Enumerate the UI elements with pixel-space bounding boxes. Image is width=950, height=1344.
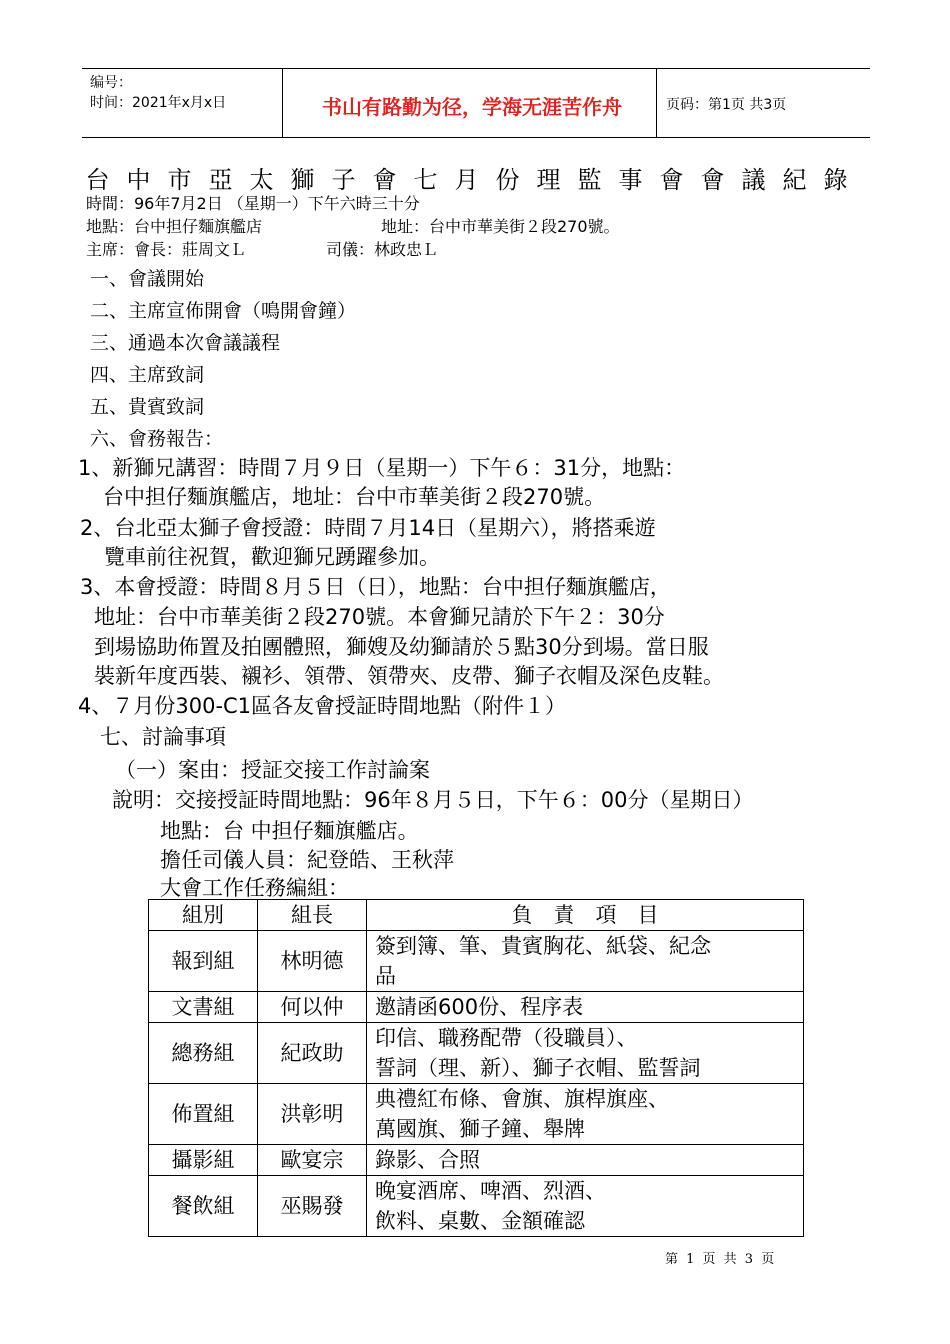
cell-group: 餐飲組 <box>149 1176 258 1237</box>
duty-line: 簽到簿、筆、貴賓胸花、紙袋、紀念 <box>375 934 711 958</box>
report-line: 台中担仔麵旗艦店，地址：台中市華美街２段270號。 <box>103 485 606 509</box>
table-row <box>149 992 804 1023</box>
cell-leader: 林明德 <box>258 931 367 992</box>
report-line: 4、７月份300-C1區各友會授証時間地點（附件１） <box>78 694 567 718</box>
cell-group: 佈置組 <box>149 1084 258 1145</box>
case-line: （一）案由：授証交接工作討論案 <box>115 758 430 782</box>
table-row <box>149 1023 804 1084</box>
meta-chair: 主席：會長：莊周文Ｌ <box>86 240 247 259</box>
agenda-item: 一、會議開始 <box>90 268 205 290</box>
cell-duty <box>367 1176 804 1237</box>
agenda-item: 三、通過本次會議議程 <box>90 332 281 354</box>
cell-leader: 歐宴宗 <box>258 1145 367 1176</box>
report-line: 到場協助佈置及拍團體照，獅嫂及幼獅請於５點30分到場。當日服 <box>94 635 709 659</box>
header-number: 编号： <box>90 75 132 91</box>
report-line: 2、台北亞太獅子會授證：時間７月14日（星期六），將搭乘遊 <box>80 516 656 540</box>
duty-line: 典禮紅布條、會旗、旗桿旗座、 <box>375 1087 669 1111</box>
meta-address: 地址：台中市華美街２段270號。 <box>381 217 620 236</box>
page-header <box>82 68 870 138</box>
meta-place: 地點：台中担仔麵旗艦店 <box>86 217 263 236</box>
header-divider-right <box>656 69 657 137</box>
duty-line: 品 <box>375 964 396 988</box>
col-header-group: 組別 <box>149 900 258 931</box>
explain-mc: 擔任司儀人員：紀登皓、王秋萍 <box>160 848 454 872</box>
report-line: 覽車前往祝賀，歡迎獅兄踴躍參加。 <box>104 545 440 569</box>
cell-group: 攝影組 <box>149 1145 258 1176</box>
col-header-leader: 組長 <box>258 900 367 931</box>
cell-leader: 洪彰明 <box>258 1084 367 1145</box>
cell-duty <box>367 931 804 992</box>
explain-line: 說明：交接授証時間地點：96年８月５日，下午６：00分（星期日） <box>112 788 754 812</box>
explain-place: 地點：台 中担仔麵旗艦店。 <box>160 819 419 843</box>
cell-group: 文書組 <box>149 992 258 1023</box>
agenda-item: 五、貴賓致詞 <box>90 396 205 418</box>
report-line: 3、本會授證：時間８月５日（日），地點：台中担仔麵旗艦店， <box>80 575 671 599</box>
duty-line: 印信、職務配帶（役職員）、 <box>375 1026 638 1050</box>
duty-line: 晚宴酒席、啤酒、烈酒、 <box>375 1179 606 1203</box>
report-line: 裝新年度西裝、襯衫、領帶、領帶夾、皮帶、獅子衣帽及深色皮鞋。 <box>94 664 724 688</box>
cell-group: 報到組 <box>149 931 258 992</box>
duty-line: 誓詞（理、新）、獅子衣帽、監誓詞 <box>375 1056 701 1080</box>
header-time: 时间：2021年x月x日 <box>90 95 227 111</box>
duty-line: 錄影、合照 <box>375 1148 480 1172</box>
explain-groups: 大會工作任務編組： <box>160 876 349 900</box>
meta-time: 時間：96年7月2日 （星期一）下午六時三十分 <box>86 194 420 213</box>
duty-line: 萬國旗、獅子鐘、舉牌 <box>375 1117 585 1141</box>
report-line: 地址：台中市華美街２段270號。本會獅兄請於下午２：30分 <box>94 605 665 629</box>
header-motto: 书山有路勤为径，学海无涯苦作舟 <box>322 95 622 119</box>
table-row <box>149 1176 804 1237</box>
duty-line: 邀請函600份、程序表 <box>375 995 584 1019</box>
table-row <box>149 1084 804 1145</box>
agenda-item: 四、主席致詞 <box>90 364 205 386</box>
cell-duty <box>367 992 804 1023</box>
meta-mc: 司儀：林政忠Ｌ <box>326 240 439 259</box>
cell-duty <box>367 1023 804 1084</box>
cell-leader: 紀政助 <box>258 1023 367 1084</box>
document-title: 台中市亞太獅子會七月份理監事會會議紀錄 <box>85 166 865 194</box>
col-header-duty: 負 責 項 目 <box>367 900 804 931</box>
cell-duty <box>367 1145 804 1176</box>
table-header-row <box>149 900 804 931</box>
table-row <box>149 1145 804 1176</box>
cell-leader: 何以仲 <box>258 992 367 1023</box>
cell-group: 總務組 <box>149 1023 258 1084</box>
agenda-item: 二、主席宣佈開會（鳴開會鐘） <box>90 300 357 322</box>
agenda-item: 六、會務報告： <box>90 428 224 450</box>
duty-line: 飲料、桌數、金額確認 <box>375 1209 585 1233</box>
header-info <box>90 73 226 113</box>
header-page: 页码：第1页 共3页 <box>666 97 787 113</box>
cell-duty <box>367 1084 804 1145</box>
page-footer: 第 1 页 共 3 页 <box>665 1252 777 1267</box>
report-line: 1、新獅兄講習：時間７月９日（星期一）下午６：31分，地點： <box>78 456 686 480</box>
table-row <box>149 931 804 992</box>
cell-leader: 巫賜發 <box>258 1176 367 1237</box>
task-table <box>148 899 804 1237</box>
discussion-heading: 七、討論事項 <box>100 725 226 749</box>
